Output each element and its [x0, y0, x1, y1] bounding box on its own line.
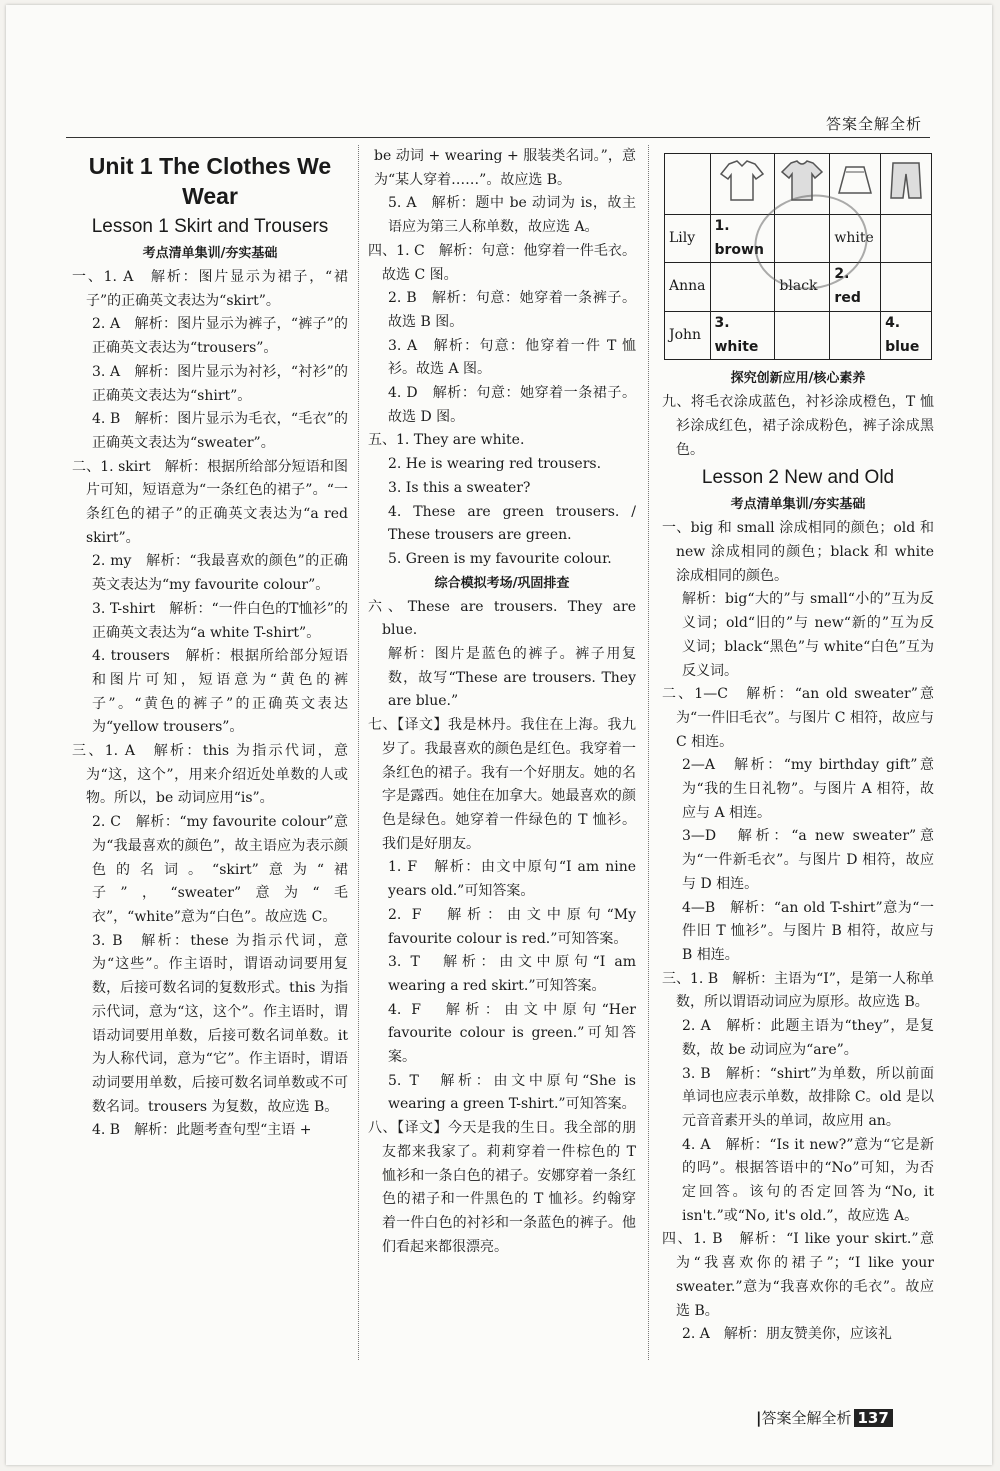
- table-cell: [881, 154, 932, 215]
- answer-line: 3. T 解析：由文中原句“I am wearing a red skirt.”可知答案。: [388, 954, 636, 994]
- answer-line: 3. Is this a sweater?: [388, 479, 531, 496]
- answer-line: 2—A 解析：“my birthday gift”意为“我的生日礼物”。与图片 A 相符，故应与 A 相连。: [682, 757, 934, 821]
- table-cell: Anna: [665, 263, 711, 311]
- answer-line: 2. He is wearing red trousers.: [388, 456, 602, 473]
- section-title: 考点清单集训/夯实基础: [730, 497, 866, 513]
- table-cell: [710, 154, 775, 215]
- answer-line: 二、1. skirt 解析：根据所给部分短语和图片可知，短语意为“一条红色的裙子”。“一条红色的裙子”的正确英文表达为“a red skirt”。: [72, 458, 348, 546]
- answer-line: 三、1. B 解析：主语为“I”，是第一人称单数，所以谓语动词应为原形。故应选 B。: [662, 970, 934, 1011]
- answer-line: 3. B 解析：“shirt”为单数，所以前面单词也应表示单数，故排除 C。old 是以元音音素开头的单词，故应用 an。: [682, 1065, 934, 1129]
- table-cell: 2. red: [830, 263, 881, 311]
- lesson-title: Lesson 2 New and Old: [701, 467, 895, 489]
- answer-line: 3. A 解析：句意：他穿着一件 T 恤衫。故选 A 图。: [388, 337, 636, 378]
- answer-line: 4. B 解析：此题考查句型“主语 +: [92, 1122, 312, 1139]
- page-number: 137: [854, 1409, 893, 1427]
- answer-line: 4. These are green trousers. / These trousers are green.: [388, 503, 636, 544]
- header-brand: 答案全解全析: [825, 115, 922, 133]
- answer-line: 5. A 解析：题中 be 动词为 is，故主语应为第三人称单数，故应选 A。: [388, 195, 636, 236]
- answer-line: 2. A 解析：朋友赞美你，应该礼: [682, 1326, 892, 1343]
- column-2: [368, 145, 636, 1259]
- answer-line: 3. A 解析：图片显示为衬衫，“衬衫”的正确英文表达为“shirt”。: [92, 363, 348, 404]
- table-row: [665, 311, 932, 359]
- table-cell: [881, 215, 932, 263]
- answer-line: 3. T-shirt 解析：“一件白色的T恤衫”的正确英文表达为“a white T-shirt”。: [92, 600, 348, 641]
- header-rule: [66, 137, 930, 138]
- table-cell: [830, 311, 881, 359]
- answer-line: 2. A 解析：图片显示为裤子，“裤子”的正确英文表达为“trousers”。: [92, 316, 348, 357]
- answer-line: 2. F 解析：由文中原句“My favourite colour is red.”可知答案。: [388, 906, 636, 947]
- answer-line: 4—B 解析：“an old T-shirt”意为“一件旧 T 恤衫”。与图片 B 相符，故应与 B 相连。: [682, 899, 934, 963]
- table-cell: black: [775, 263, 830, 311]
- column-divider: [648, 145, 649, 1360]
- table-cell: 3. white: [710, 311, 775, 359]
- table-cell: 4. blue: [881, 311, 932, 359]
- answer-line: 一、1. A 解析：图片显示为裙子，“裙子”的正确英文表达为“skirt”。: [72, 269, 348, 309]
- footer-brand: 答案全解全析: [761, 1409, 852, 1427]
- answer-line: 4. F 解析：由文中原句“Her favourite colour is green.”可知答案。: [388, 1001, 636, 1066]
- answer-line: 四、1. B 解析：“I like your skirt.”意为“我喜欢你的裙子”；“I like your sweater.”意为“我喜欢你的毛衣”。故应选 B。: [662, 1231, 934, 1319]
- lesson-title: Lesson 1 Skirt and Trousers: [91, 216, 329, 237]
- skirt-icon: [837, 163, 873, 197]
- table-cell: John: [665, 311, 711, 359]
- answer-line: 4. A 解析：“Is it new?”意为“它是新的吗”。根据答语中的“No”可知，为否定回答。该句的否定回答为“No, it isn't.”或“No, it's old.”，故应选 A。: [682, 1136, 934, 1224]
- answer-line: 七、【译文】我是林丹。我住在上海。我九岁了。我最喜欢的颜色是红色。我穿着一条红色的裙子。我有一个好朋友。她的名字是露西。她住在加拿大。她最喜欢的颜色是绿色。她穿着一件绿色的 T 恤衫。我们是好朋友。: [368, 717, 636, 852]
- answer-line: 四、1. C 解析：句意：他穿着一件毛衣。故选 C 图。: [368, 242, 636, 283]
- answer-line: 5. T 解析：由文中原句“She is wearing a green T-shirt.”可知答案。: [388, 1072, 636, 1113]
- answer-line: 2. A 解析：此题主语为“they”，是复数，故 be 动词应为“are”。: [682, 1018, 934, 1058]
- answer-line: 五、1. They are white.: [368, 432, 525, 449]
- table-cell: white: [830, 215, 881, 263]
- answer-line: 一、big 和 small 涂成相同的颜色；old 和 new 涂成相同的颜色；black 和 white 涂成相同的颜色。: [662, 520, 934, 584]
- answer-line: 解析：big“大的”与 small“小的”互为反义词；old“旧的”与 new“新的”互为反义词；black“黑色”与 white“白色”互为反义词。: [682, 591, 934, 679]
- table-cell: Lily: [665, 215, 711, 263]
- answer-line: 5. Green is my favourite colour.: [388, 550, 612, 567]
- section-title: 综合模拟考场/巩固排查: [434, 575, 570, 591]
- page: [6, 5, 992, 1465]
- table-cell: 1. brown: [710, 215, 775, 263]
- answer-line: 三、1. A 解析：this 为指示代词，意为“这，这个”，用来介绍近处单数的人或物。所以，be 动词应用“is”。: [72, 743, 348, 807]
- section-title: 探究创新应用/核心素养: [730, 371, 866, 387]
- answer-line: 2. B 解析：句意：她穿着一条裤子。故选 B 图。: [388, 290, 636, 330]
- answer-line: 解析：图片是蓝色的裤子。裤子用复数，故写“These are trousers. They are blue.”: [388, 646, 636, 710]
- section-title: 考点清单集训/夯实基础: [142, 246, 278, 261]
- trousers-icon: [888, 160, 924, 200]
- column-divider: [358, 145, 359, 1360]
- answer-line: 二、1—C 解析：“an old sweater”意为“一件旧毛衣”。与图片 C 相符，故应与 C 相连。: [662, 686, 934, 750]
- answer-line: 1. F 解析：由文中原句“I am nine years old.”可知答案。: [388, 859, 636, 900]
- column-1: [72, 145, 348, 1143]
- unit-title: Unit 1 The Clothes We Wear: [88, 153, 332, 209]
- answer-line: 2. my 解析：“我最喜欢的颜色”的正确英文表达为“my favourite colour”。: [92, 553, 348, 594]
- answer-line: 九、将毛衣涂成蓝色，衬衫涂成橙色，T 恤衫涂成红色，裙子涂成粉色，裤子涂成黑色。: [662, 394, 934, 458]
- answer-line: 4. D 解析：句意：她穿着一条裙子。故选 D 图。: [388, 385, 636, 425]
- answer-line: 3. B 解析：these 为指示代词，意为“这些”。作主语时，谓语动词要用复数，后接可数名词的复数形式。this 为指示代词，意为“这，这个”。作主语时，谓语动词要用单数，后接可数名词单数。it 为人称代词，意为“它”。作主语时，谓语动词要用单数，后接可数名词单数或不可数名词。trousers 为复数，故应选 B。: [92, 932, 348, 1115]
- shirt-icon: [719, 158, 765, 202]
- table-cell: [775, 311, 830, 359]
- answer-line: 3—D 解析：“a new sweater”意为“一件新毛衣”。与图片 D 相符，故应与 D 相连。: [682, 828, 934, 892]
- table-cell: [881, 263, 932, 311]
- answer-line: be 动词 + wearing + 服装类名词。”，意为“某人穿着……”。故应选 B。: [374, 148, 636, 188]
- answer-line: 2. C 解析：“my favourite colour”意为“我最喜欢的颜色”，故主语应为表示颜色的名词。“skirt”意为“裙子”，“sweater”意为“毛衣”，“white”意为“白色”。故应选 C。: [92, 814, 348, 925]
- answer-line: 4. B 解析：图片显示为毛衣，“毛衣”的正确英文表达为“sweater”。: [92, 411, 348, 451]
- footer: |答案全解全析 137: [756, 1407, 893, 1428]
- column-3: [662, 145, 934, 1347]
- answer-line: 4. trousers 解析：根据所给部分短语和图片可知，短语意为“黄色的裤子”。“黄色的裤子”的正确英文表达为“yellow trousers”。: [92, 648, 348, 736]
- table-cell: [665, 154, 711, 215]
- answer-line: 八、【译文】今天是我的生日。我全部的朋友都来我家了。莉莉穿着一件棕色的 T 恤衫和一条白色的裙子。安娜穿着一条红色的裙子和一件黑色的 T 恤衫。约翰穿着一件白色的衬衫和一条蓝色的裤子。他们看起来都很漂亮。: [368, 1120, 636, 1255]
- answer-line: 六、These are trousers. They are blue.: [368, 598, 636, 639]
